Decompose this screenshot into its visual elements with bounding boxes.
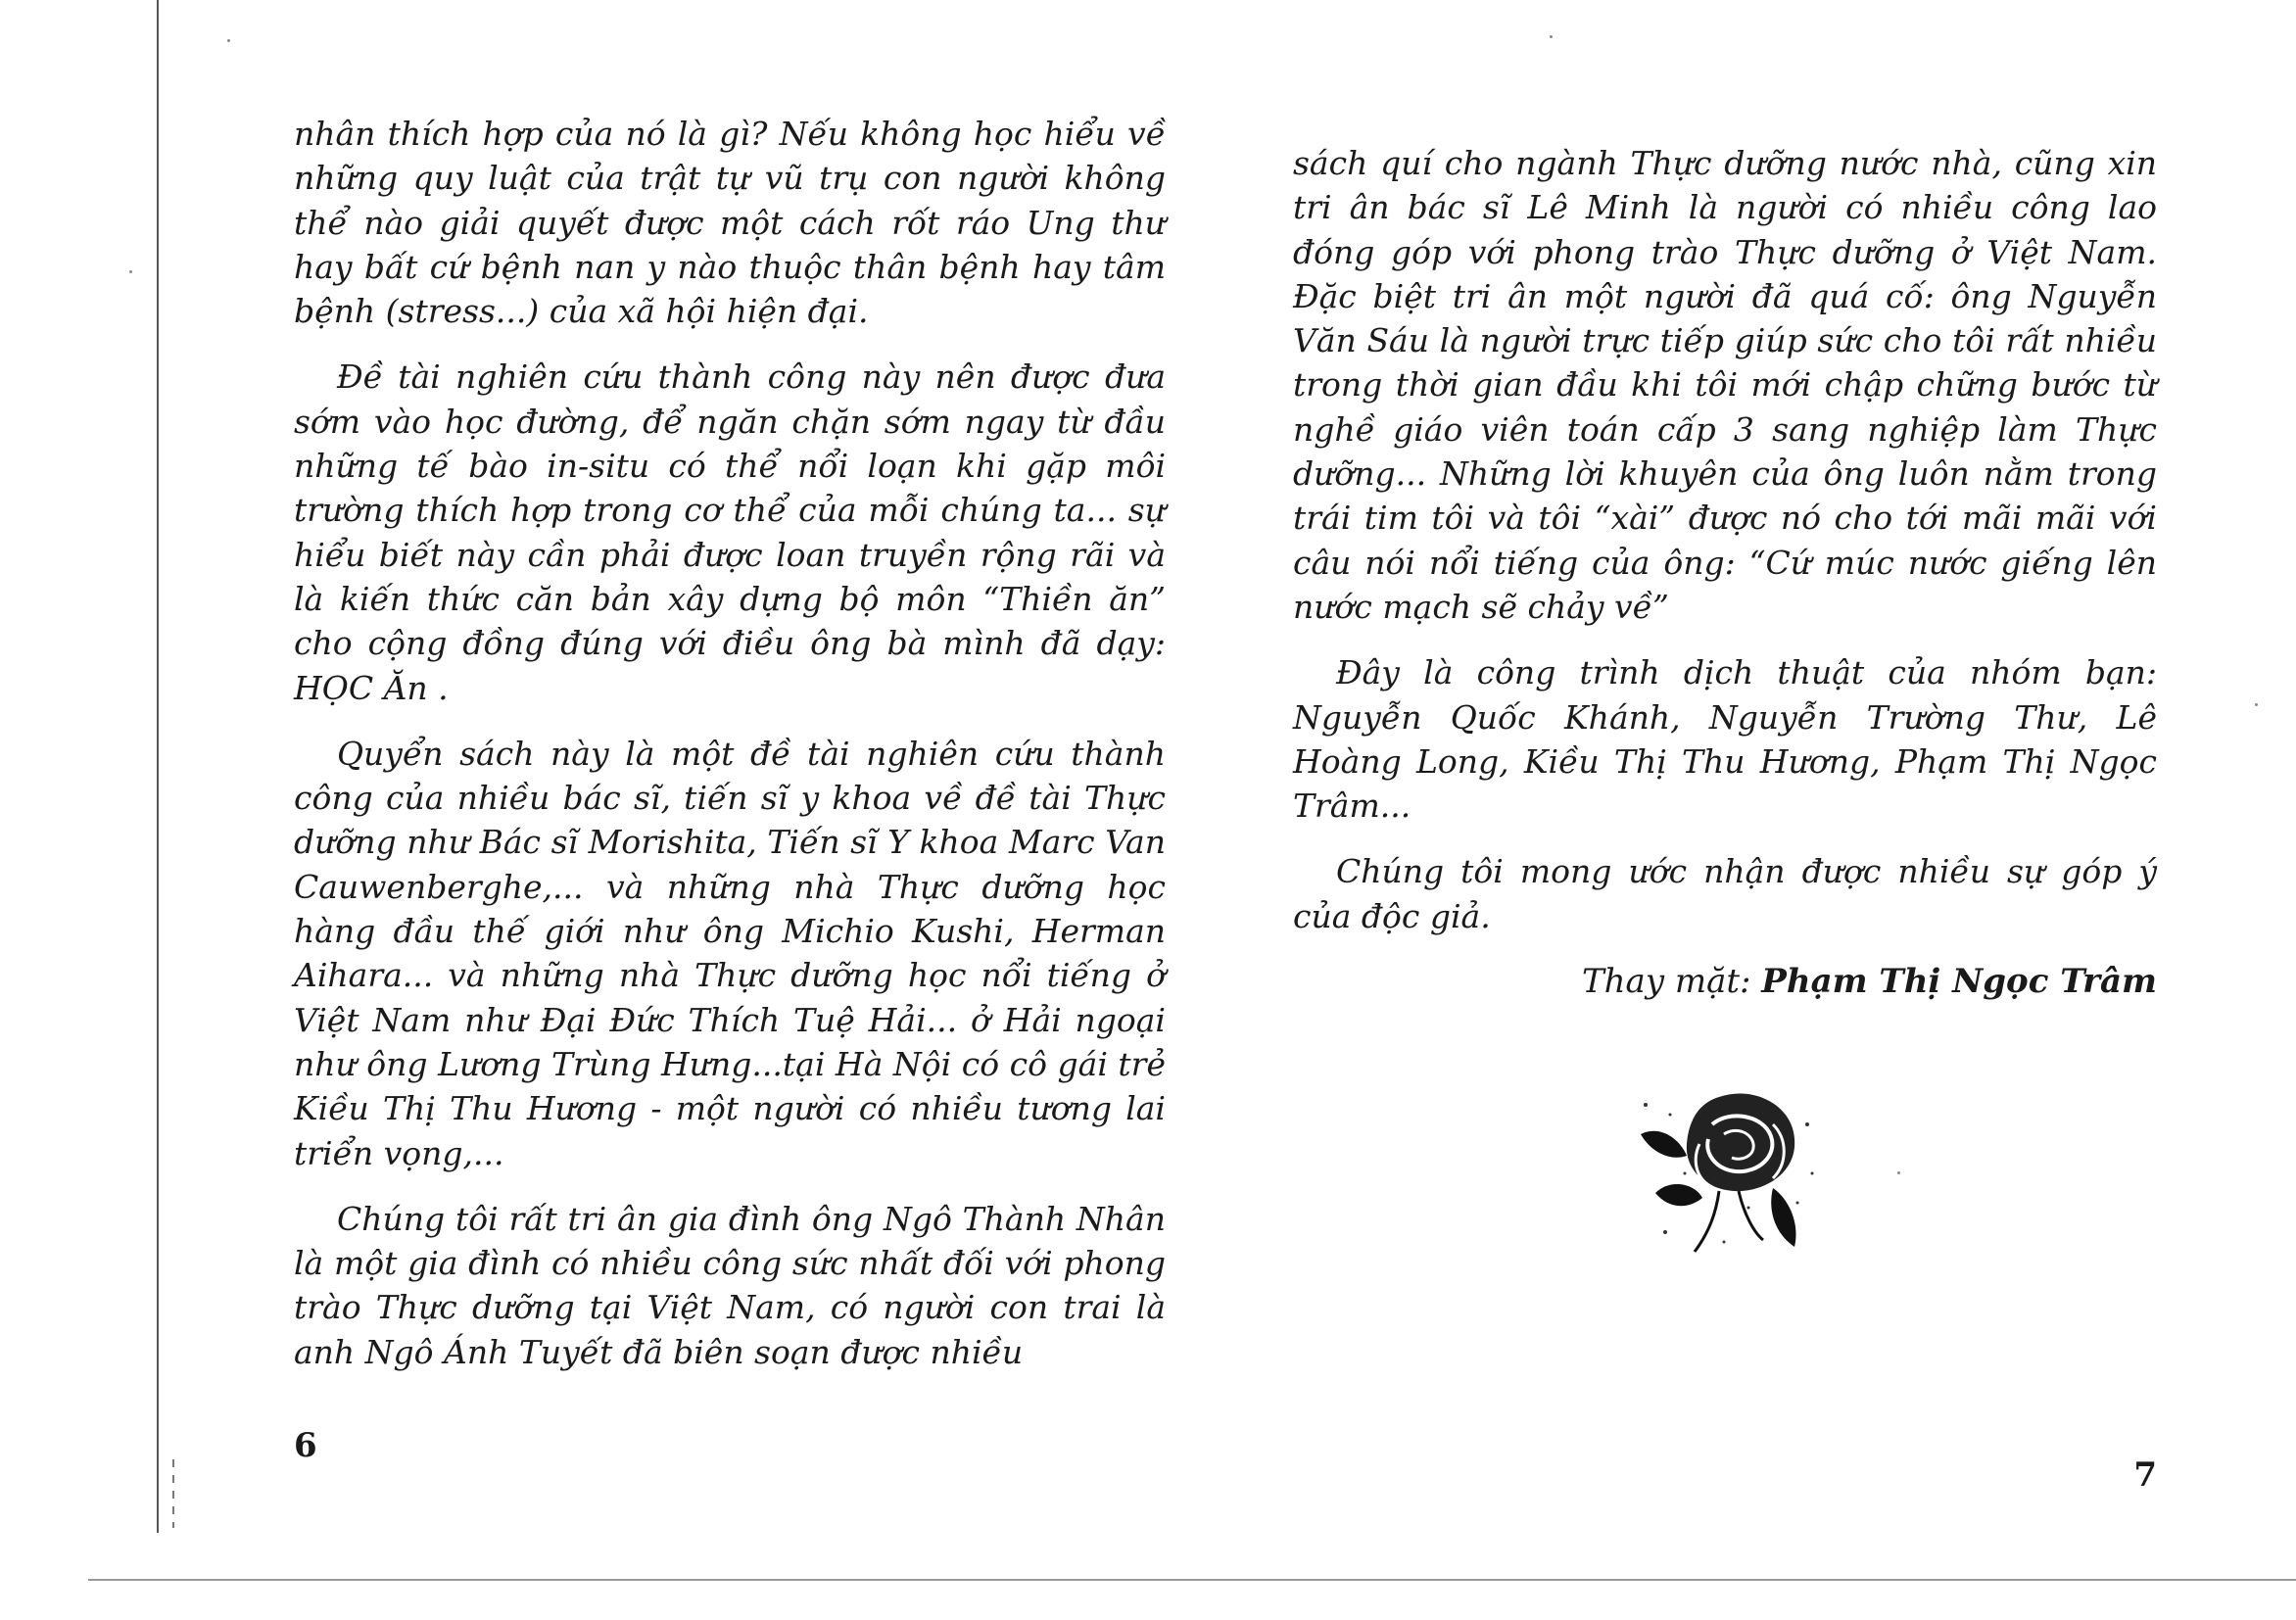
right-page (1293, 0, 2157, 1567)
rose-icon (1626, 1085, 1832, 1262)
scan-speck (2255, 703, 2258, 706)
left-text-column (294, 112, 1166, 1396)
left-page (294, 0, 1166, 1567)
scan-speck (129, 270, 132, 273)
right-paragraph-1: sách quí cho ngành Thực dưỡng nước nhà, cũng xin tri ân bác sĩ Lê Minh là người có nhiều công lao đóng góp với phong trào Thực dưỡng ở Việt Nam. Đặc biệt tri ân một người đã quá cố: ông Nguyễn Văn Sáu là người trực tiếp giúp sức cho tôi rất nhiều trong thời gian đầu khi tôi mới chập chững bước từ nghề giáo viên toán cấp 3 sang nghiệp làm Thực dưỡng... Những lời khuyên của ông luôn nằm trong trái tim tôi và tôi “xài” được nó cho tới mãi mãi với câu nói nổi tiếng của ông: “Cứ múc nước giếng lên nước mạch sẽ chảy về” (1293, 144, 2157, 626)
binding-dashes (172, 1459, 174, 1528)
binding-line (157, 0, 159, 1533)
page-number-right: 7 (2133, 1455, 2157, 1495)
page-number-left: 6 (294, 1426, 317, 1465)
scan-speck (227, 39, 230, 42)
page-bottom-edge (88, 1579, 2296, 1581)
signature-prefix: Thay mặt: (1581, 962, 1751, 1002)
right-paragraph-2: Đây là công trình dịch thuật của nhóm bạn: Nguyễn Quốc Khánh, Nguyễn Trường Thư, Lê Hoàng Long, Kiều Thị Thu Hương, Phạm Thị Ngọc Trâm... (1293, 653, 2157, 826)
right-paragraph-3: Chúng tôi mong ước nhận được nhiều sự góp ý của độc giả. (1293, 852, 2157, 935)
right-text-column (1293, 141, 2157, 1025)
left-paragraph-4: Chúng tôi rất tri ân gia đình ông Ngô Thành Nhân là một gia đình có nhiều công sức nhất đối với phong trào Thực dưỡng tại Việt Nam, có người con trai là anh Ngô Ánh Tuyết đã biên soạn được nhiều (294, 1199, 1166, 1371)
signature-line (1293, 960, 2157, 1004)
left-paragraph-2: Đề tài nghiên cứu thành công này nên được đưa sớm vào học đường, để ngăn chặn sớm ngay từ đầu những tế bào in-situ có thể nổi loạn khi gặp môi trường thích hợp trong cơ thể của mỗi chúng ta... sự hiểu biết này cần phải được loan truyền rộng rãi và là kiến thức căn bản xây dựng bộ môn “Thiền ăn” cho cộng đồng đúng với điều ông bà mình đã dạy: HỌC Ăn . (294, 357, 1166, 707)
left-paragraph-3: Quyển sách này là một đề tài nghiên cứu thành công của nhiều bác sĩ, tiến sĩ y khoa về đề tài Thực dưỡng như Bác sĩ Morishita, Tiến sĩ Y khoa Marc Van Cauwenberghe,... và những nhà Thực dưỡng học hàng đầu thế giới như ông Michio Kushi, Herman Aihara... và những nhà Thực dưỡng học nổi tiếng ở Việt Nam như Đại Đức Thích Tuệ Hải... ở Hải ngoại như ông Lương Trùng Hưng...tại Hà Nội có cô gái trẻ Kiều Thị Thu Hương - một người có nhiều tương lai triển vọng,... (294, 734, 1166, 1172)
signature-name: Phạm Thị Ngọc Trâm (1761, 962, 2157, 1002)
left-paragraph-1: nhân thích hợp của nó là gì? Nếu không học hiểu về những quy luật của trật tự vũ trụ con người không thể nào giải quyết được một cách rốt ráo Ung thư hay bất cứ bệnh nan y nào thuộc thân bệnh hay tâm bệnh (stress...) của xã hội hiện đại. (294, 115, 1166, 331)
